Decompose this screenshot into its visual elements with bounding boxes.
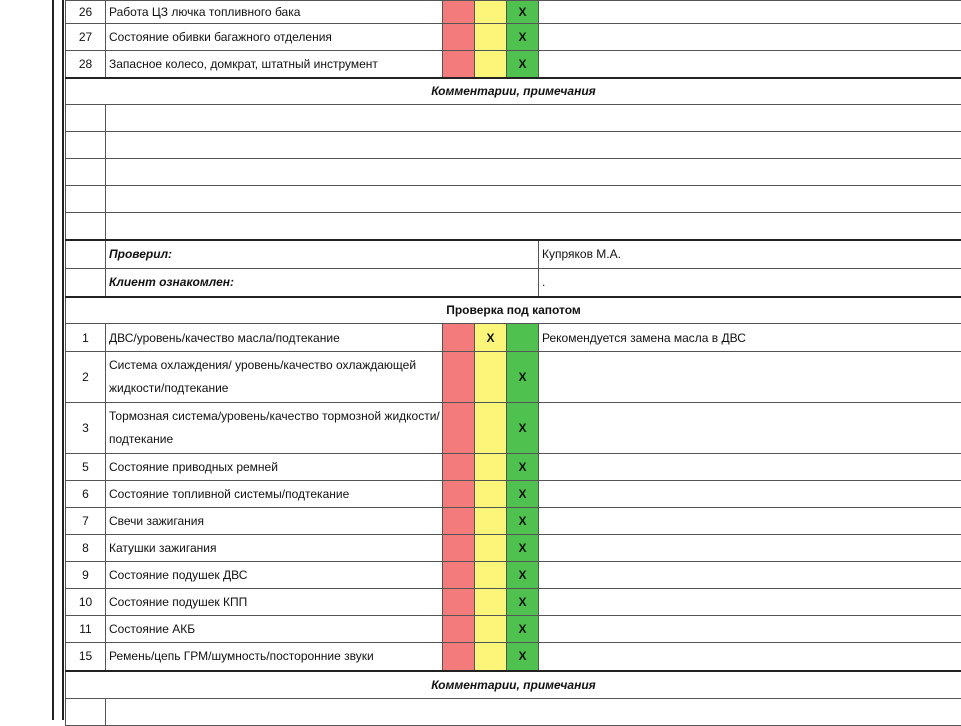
item-comment[interactable] [539,403,961,454]
item-comment[interactable] [539,616,961,643]
item-number: 9 [66,562,106,589]
status-green-cell[interactable]: X [507,481,539,508]
status-green-cell[interactable]: X [507,403,539,454]
item-comment[interactable] [539,24,961,51]
checked-by-value[interactable]: Купряков М.А. [539,240,961,269]
status-red-cell[interactable] [443,454,475,481]
comments-heading: Комментарии, примечания [66,78,961,105]
status-red-cell[interactable] [443,481,475,508]
item-number: 15 [66,643,106,671]
item-label: Система охлаждения/ уровень/качество охлаждающей жидкости/подтекание [106,352,443,403]
item-comment[interactable] [539,51,961,78]
status-red-cell[interactable] [443,324,475,352]
comment-row-num [66,132,106,159]
status-red-cell[interactable] [443,51,475,78]
signoff-spacer [66,269,106,297]
comment-row-num [66,699,106,726]
inspection-sheet [65,0,961,726]
status-yellow-cell[interactable] [475,481,507,508]
item-label: Состояние подушек ДВС [106,562,443,589]
item-number: 1 [66,324,106,352]
status-green-cell[interactable]: X [507,589,539,616]
status-yellow-cell[interactable] [475,616,507,643]
item-number: 8 [66,535,106,562]
item-label: Состояние подушек КПП [106,589,443,616]
page-border-inner [62,0,64,720]
item-label: Состояние приводных ремней [106,454,443,481]
page-border-outer [52,0,54,720]
status-green-cell[interactable]: X [507,24,539,51]
item-number: 7 [66,508,106,535]
comments-heading: Комментарии, примечания [66,671,961,699]
item-comment[interactable] [539,589,961,616]
comment-row-num [66,105,106,132]
status-red-cell[interactable] [443,1,475,24]
item-number: 27 [66,24,106,51]
status-green-cell[interactable]: X [507,562,539,589]
status-yellow-cell[interactable] [475,51,507,78]
status-green-cell[interactable]: X [507,535,539,562]
item-number: 2 [66,352,106,403]
status-yellow-cell[interactable] [475,403,507,454]
item-number: 5 [66,454,106,481]
status-green-cell[interactable]: X [507,1,539,24]
section-title: Проверка под капотом [66,297,961,324]
status-red-cell[interactable] [443,643,475,671]
status-yellow-cell[interactable] [475,589,507,616]
checked-by-label: Проверил: [106,240,539,269]
item-comment[interactable] [539,352,961,403]
comment-line[interactable] [106,159,961,186]
status-yellow-cell[interactable] [475,508,507,535]
item-label: Свечи зажигания [106,508,443,535]
item-label: Состояние обивки багажного отделения [106,24,443,51]
status-red-cell[interactable] [443,562,475,589]
item-label: Состояние АКБ [106,616,443,643]
status-green-cell[interactable]: X [507,643,539,671]
comment-row-num [66,186,106,213]
comment-line[interactable] [106,213,961,240]
status-green-cell[interactable]: X [507,508,539,535]
status-yellow-cell[interactable] [475,643,507,671]
comment-line[interactable] [106,132,961,159]
item-label: Тормозная система/уровень/качество тормозной жидкости/подтекание [106,403,443,454]
comment-row-num [66,213,106,240]
status-red-cell[interactable] [443,508,475,535]
status-red-cell[interactable] [443,352,475,403]
item-label: Запасное колесо, домкрат, штатный инструмент [106,51,443,78]
item-comment[interactable] [539,481,961,508]
item-label: Состояние топливной системы/подтекание [106,481,443,508]
item-number: 11 [66,616,106,643]
status-yellow-cell[interactable]: X [475,324,507,352]
item-label: Катушки зажигания [106,535,443,562]
item-number: 28 [66,51,106,78]
comment-line[interactable] [106,105,961,132]
status-green-cell[interactable]: X [507,352,539,403]
status-green-cell[interactable]: X [507,51,539,78]
item-number: 3 [66,403,106,454]
comment-line[interactable] [106,186,961,213]
item-label: Ремень/цепь ГРМ/шумность/посторонние звуки [106,643,443,671]
item-number: 26 [66,1,106,24]
comment-row-num [66,159,106,186]
client-acknowledged-value[interactable]: . [539,269,961,297]
item-comment[interactable] [539,454,961,481]
item-comment[interactable] [539,1,961,24]
status-red-cell[interactable] [443,24,475,51]
item-label: Работа ЦЗ лючка топливного бака [106,1,443,24]
item-comment[interactable]: Рекомендуется замена масла в ДВС [539,324,961,352]
item-number: 6 [66,481,106,508]
item-comment[interactable] [539,562,961,589]
status-yellow-cell[interactable] [475,535,507,562]
status-yellow-cell[interactable] [475,24,507,51]
status-red-cell[interactable] [443,616,475,643]
signoff-spacer [66,240,106,269]
status-red-cell[interactable] [443,403,475,454]
status-green-cell[interactable] [507,324,539,352]
item-comment[interactable] [539,643,961,671]
status-yellow-cell[interactable] [475,352,507,403]
status-green-cell[interactable]: X [507,616,539,643]
status-red-cell[interactable] [443,535,475,562]
item-number: 10 [66,589,106,616]
status-yellow-cell[interactable] [475,562,507,589]
status-green-cell[interactable]: X [507,454,539,481]
status-red-cell[interactable] [443,589,475,616]
item-comment[interactable] [539,508,961,535]
comment-line[interactable] [106,699,961,726]
client-acknowledged-label: Клиент ознакомлен: [106,269,539,297]
item-comment[interactable] [539,535,961,562]
status-yellow-cell[interactable] [475,454,507,481]
status-yellow-cell[interactable] [475,1,507,24]
item-label: ДВС/уровень/качество масла/подтекание [106,324,443,352]
